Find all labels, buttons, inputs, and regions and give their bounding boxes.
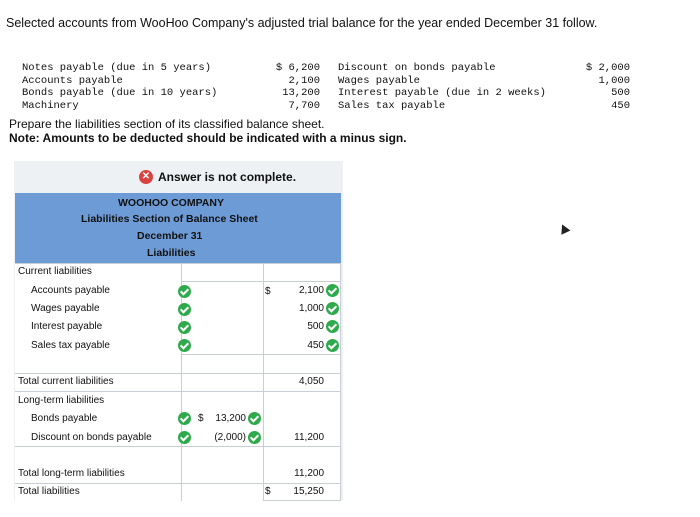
sheet-date: December 31 [137,230,203,242]
column-divider [181,263,182,501]
row-divider [15,263,341,264]
check-icon [326,284,339,297]
check-icon [178,412,191,425]
accounts-payable-amount-input[interactable]: 2,100 [298,285,324,296]
check-icon [248,431,261,444]
sales-tax-payable-amount-input[interactable]: 450 [307,340,324,351]
account-amount: 13,200 [282,87,320,100]
accounts-left-amounts [262,50,320,112]
row-divider [15,391,341,392]
account-name: Accounts payable [22,74,123,87]
account-name: Notes payable (due in 5 years) [22,62,212,75]
check-icon [178,285,191,298]
total-liabilities-amount-input[interactable]: 15,250 [293,486,324,497]
status-banner [139,170,296,184]
check-icon [178,431,191,444]
check-icon [326,320,339,333]
check-icon [248,412,261,425]
row-divider [263,500,341,501]
current-liabilities-label: Current liabilities [18,266,92,277]
account-name: Interest payable (due in 2 weeks) [338,87,546,100]
prompt-text: Prepare the liabilities section of its classified balance sheet. [9,117,325,131]
instructions [9,117,407,145]
bonds-label: Bonds payable [31,413,98,424]
intro-text: Selected accounts from WooHoo Company's adjusted trial balance for the year ended December 31 follow. [6,16,598,30]
current-item-label: Wages payable [31,303,100,314]
sheet-header [15,193,341,263]
discount-amount-input[interactable]: (2,000) [214,432,246,443]
row-divider [181,281,341,282]
check-icon [178,303,191,316]
note-text: Note: Amounts to be deducted should be indicated with a minus sign. [9,131,407,145]
error-icon: ✕ [139,170,153,184]
accounts-right-names [338,50,546,112]
total-current-label: Total current liabilities [18,376,114,387]
account-amount: 450 [611,99,630,112]
current-item-label: Interest payable [31,321,103,332]
account-amount: 500 [611,87,630,100]
row-divider [15,373,341,374]
account-name: Bonds payable (due in 10 years) [22,87,218,100]
total-longterm-label: Total long-term liabilities [18,468,125,479]
net-longterm-amount-input[interactable]: 11,200 [294,432,324,443]
accounts-left-names [22,50,217,112]
accounts-right-amounts [574,50,630,112]
discount-label: Discount on bonds payable [31,432,152,443]
currency-symbol: $ [265,486,271,497]
total-current-amount-input[interactable]: 4,050 [298,376,324,387]
current-item-label: Sales tax payable [31,340,110,351]
sheet-title: Liabilities Section of Balance Sheet [81,213,258,225]
account-name: Sales tax payable [338,99,446,112]
column-divider [340,263,341,501]
account-amount: 2,100 [288,74,320,87]
account-name: Machinery [22,99,79,112]
total-liabilities-label: Total liabilities [18,486,80,497]
total-longterm-amount-input[interactable]: 11,200 [294,468,324,479]
account-amount: $ 2,000 [585,62,630,75]
status-text: Answer is not complete. [158,170,297,184]
row-divider [181,354,341,355]
company-name: WOOHOO COMPANY [118,197,224,209]
column-divider [263,263,264,501]
mouse-cursor-icon [558,222,571,234]
check-icon [178,321,191,334]
longterm-label: Long-term liabilities [18,395,105,406]
currency-symbol: $ [198,413,204,424]
account-amount: 7,700 [288,99,320,112]
check-icon [178,339,191,352]
check-icon [326,339,339,352]
interest-payable-amount-input[interactable]: 500 [307,321,324,332]
account-amount: $ 6,200 [275,62,320,75]
account-name: Discount on bonds payable [338,62,496,75]
row-divider [15,446,341,447]
account-name: Wages payable [338,74,420,87]
bonds-amount-input[interactable]: 13,200 [215,413,246,424]
current-item-label: Accounts payable [31,285,110,296]
currency-symbol: $ [265,286,271,297]
wages-payable-amount-input[interactable]: 1,000 [298,303,324,314]
account-amount: 1,000 [598,74,630,87]
check-icon [326,302,339,315]
sheet-heading: Liabilities [147,247,196,259]
row-divider [15,483,341,484]
